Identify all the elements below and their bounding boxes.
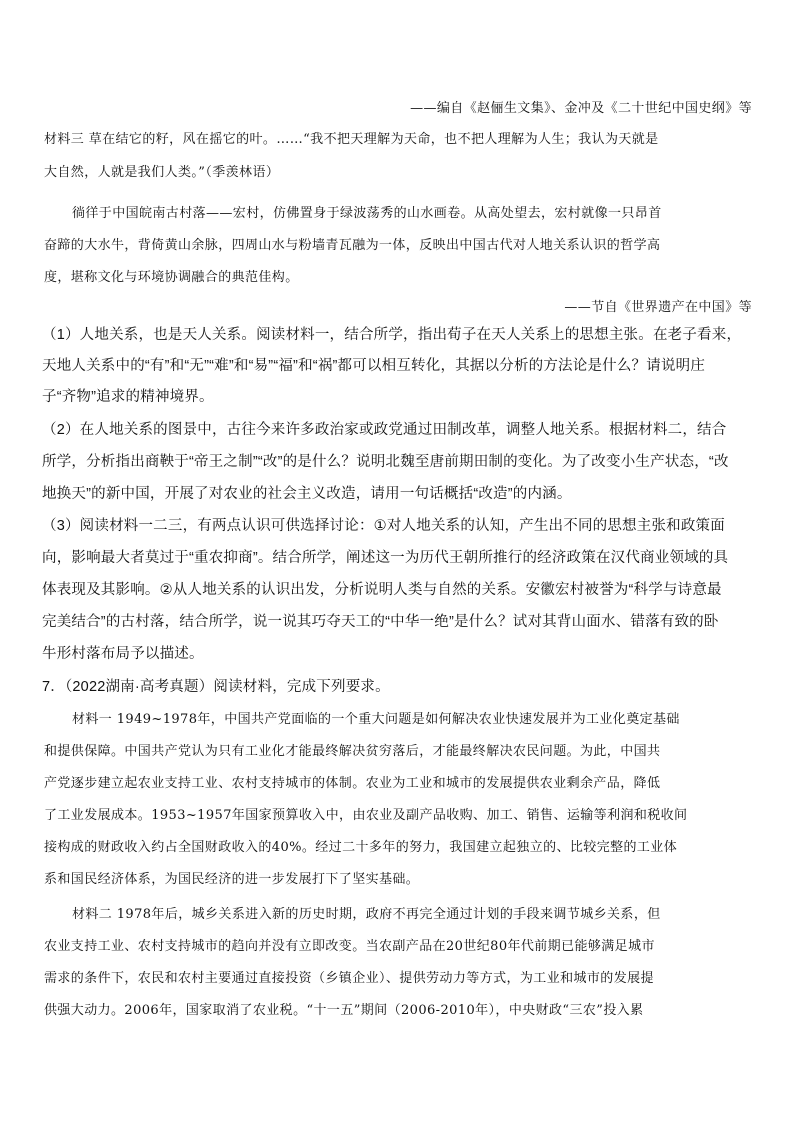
q7-material-1-line-1: 材料一 1949~1978年，中国共产党面临的一个重大问题是如何解决农业快速发展并为工业化奠定基础 xyxy=(72,712,680,727)
question-7-title: 7．（2022湖南·高考真题）阅读材料，完成下列要求。 xyxy=(42,679,390,695)
question-2-line-1: （2）在人地关系的图景中，古往今来许多政治家或政党通过田制改革，调整人地关系。根据材料二，结合 xyxy=(42,422,727,438)
hongcun-paragraph-line-2: 奋蹄的大水牛，背倚黄山余脉，四周山水与粉墙青瓦融为一体，反映出中国古代对人地关系认识的哲学高 xyxy=(44,238,661,253)
q7-material-2-line-3: 需求的条件下，农民和农村主要通过直接投资（乡镇企业）、提供劳动力等方式，为工业和城市的发展提 xyxy=(44,971,654,986)
q7-material-1-line-6: 系和国民经济体系，为国民经济的进一步发展打下了坚实基础。 xyxy=(44,872,420,887)
material-3-line-2: 大自然，人就是我们人类。”（季羡林语） xyxy=(44,165,280,180)
q7-material-2-line-1: 材料二 1978年后，城乡关系进入新的历史时期，政府不再完全通过计划的手段来调节城乡关系，但 xyxy=(72,907,661,922)
question-2-line-3: 地换天”的新中国，开展了对农业的社会主义改造，请用一句话概括“改造”的内涵。 xyxy=(42,486,572,502)
hongcun-paragraph-line-1: 徜徉于中国皖南古村落——宏村，仿佛置身于绿波荡秀的山水画卷。从高处望去，宏村就像一只昂首 xyxy=(72,206,662,221)
question-2-line-2: 所学，分析指出商鞅于“帝王之制”“改”的是什么？说明北魏至唐前期田制的变化。为了改变小生产状态，“改 xyxy=(42,454,729,470)
question-3-line-5: 牛形村落布局予以描述。 xyxy=(42,646,204,662)
q7-material-2-line-4: 供强大动力。2006年，国家取消了农业税。“十一五”期间（2006-2010年），中央财政“三农”投入累 xyxy=(44,1003,644,1018)
source-citation-1: ——编自《赵俪生文集》、金冲及《二十世纪中国史纲》等 xyxy=(410,101,752,116)
question-3-line-2: 向，影响最大者莫过于“重农抑商”。结合所学，阐述这一为历代王朝所推行的经济政策在汉代商业领域的具 xyxy=(42,550,729,566)
source-citation-2: ——节自《世界遗产在中国》等 xyxy=(564,300,752,315)
question-1-line-2: 天地人关系中的“有”和“无”“难”和“易”“福”和“祸”都可以相互转化，其据以分析的方法论是什么？请说明庄 xyxy=(42,358,706,374)
q7-material-1-line-4: 了工业发展成本。1953~1957年国家预算收入中，由农业及副产品收购、加工、销售、运输等利润和税收间 xyxy=(44,808,688,823)
q7-material-1-line-2: 和提供保障。中国共产党认为只有工业化才能最终解决贫穷落后，才能最终解决农民问题。为此，中国共 xyxy=(44,744,661,759)
q7-material-1-line-5: 接构成的财政收入约占全国财政收入的40%。经过二十多年的努力，我国建立起独立的、比较完整的工业体 xyxy=(44,840,678,855)
material-3-line-1: 材料三 草在结它的籽，风在摇它的叶。……“我不把天理解为天命，也不把人理解为人生；我认为天就是 xyxy=(44,132,659,147)
question-3-line-3: 体表现及其影响。②从人地关系的认识出发，分析说明人类与自然的关系。安徽宏村被誉为“科学与诗意最 xyxy=(42,582,722,598)
question-1-line-3: 子“齐物”追求的精神境界。 xyxy=(42,389,214,405)
question-3-line-4: 完美结合”的古村落，结合所学，说一说其巧夺天工的“中华一绝”是什么？试对其背山面水、错落有致的卧 xyxy=(42,614,719,630)
question-3-line-1: （3）阅读材料一二三，有两点认识可供选择讨论：①对人地关系的认知，产生出不同的思想主张和政策面 xyxy=(42,518,725,534)
q7-material-1-line-3: 产党逐步建立起农业支持工业、农村支持城市的体制。农业为工业和城市的发展提供农业剩余产品，降低 xyxy=(44,776,661,791)
hongcun-paragraph-line-3: 度，堪称文化与环境协调融合的典范佳构。 xyxy=(44,270,299,285)
q7-material-2-line-2: 农业支持工业、农村支持城市的趋向并没有立即改变。当农副产品在20世纪80年代前期已能够满足城市 xyxy=(44,939,655,954)
question-1-line-1: （1）人地关系，也是天人关系。阅读材料一，结合所学，指出荀子在天人关系上的思想主张。在老子看来， xyxy=(42,327,742,343)
